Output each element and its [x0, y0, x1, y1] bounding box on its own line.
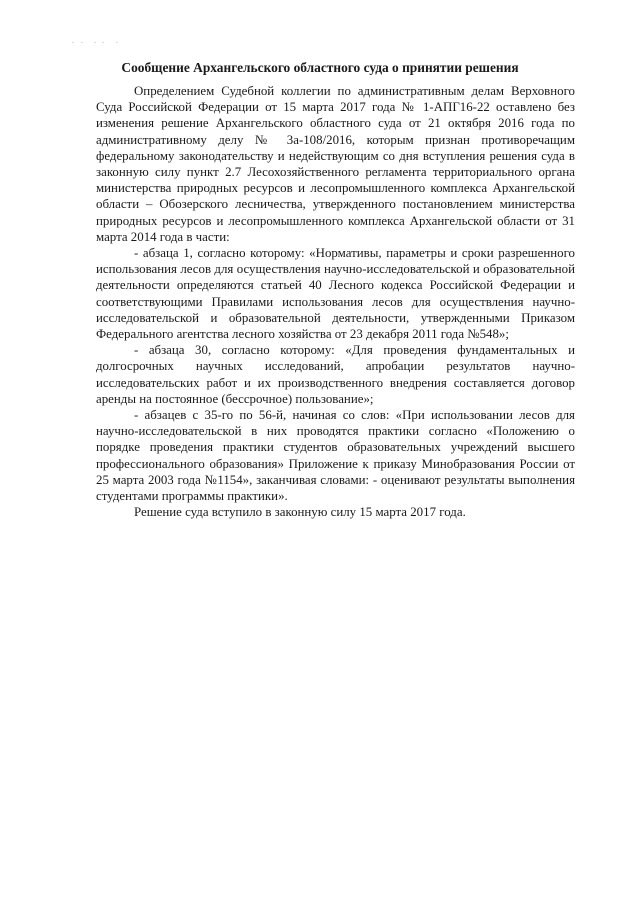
- document-title: Сообщение Архангельского областного суда о принятии решения: [121, 60, 519, 75]
- paragraph-items-35-56: - абзацев с 35-го по 56-й, начиная со слов: «При использовании лесов для научно-исследовательской в них проводятся практики согласно «Положению о порядке проведения практики студентов образовательных учреждений высшего профессионального образования» Приложение к приказу Минобразования России от 25 марта 2003 года №1154», заканчивая словами: - оценивают результаты выполнения студентами программы практики».: [96, 408, 575, 504]
- document-body: [96, 83, 575, 520]
- paragraph-item-1: - абзаца 1, согласно которому: «Нормативы, параметры и сроки разрешенного использования лесов для осуществления научно-исследовательской и образовательной деятельности определяются статьей 40 Лесного кодекса Российской Федерации и соответствующими Правилами использования лесов для осуществления научно-исследовательской и образовательной деятельности, утвержденными Приказом Федерального агентства лесного хозяйства от 23 декабря 2011 года №548»;: [96, 246, 575, 342]
- paragraph-item-30: - абзаца 30, согласно которому: «Для проведения фундаментальных и долгосрочных научных исследований, апробации результатов научно-исследовательских работ и их производственного внедрения составляется договор аренды на постоянное (бессрочное) пользование»;: [96, 343, 575, 406]
- paragraph-effective-date: Решение суда вступило в законную силу 15 марта 2017 года.: [134, 505, 466, 520]
- scan-artifact: [72, 42, 120, 46]
- paragraph-ruling: Определением Судебной коллегии по административным делам Верховного Суда Российской Федерации от 15 марта 2017 года № 1-АПГ16-22 оставлено без изменения решение Архангельского областного суда от 21 октября 2016 года по административному делу № 3а-108/2016, которым признан противоречащим федеральному законодательству и недействующим со дня вступления решения суда в законную силу пункт 2.7 Лесохозяйственного регламента территориального органа министерства природных ресурсов и лесопромышленного комплекса Архангельской области – Обозерского лесничества, утвержденного постановлением министерства природных ресурсов и лесопромышленного комплекса Архангельской области от 31 марта 2014 года в части:: [96, 84, 575, 244]
